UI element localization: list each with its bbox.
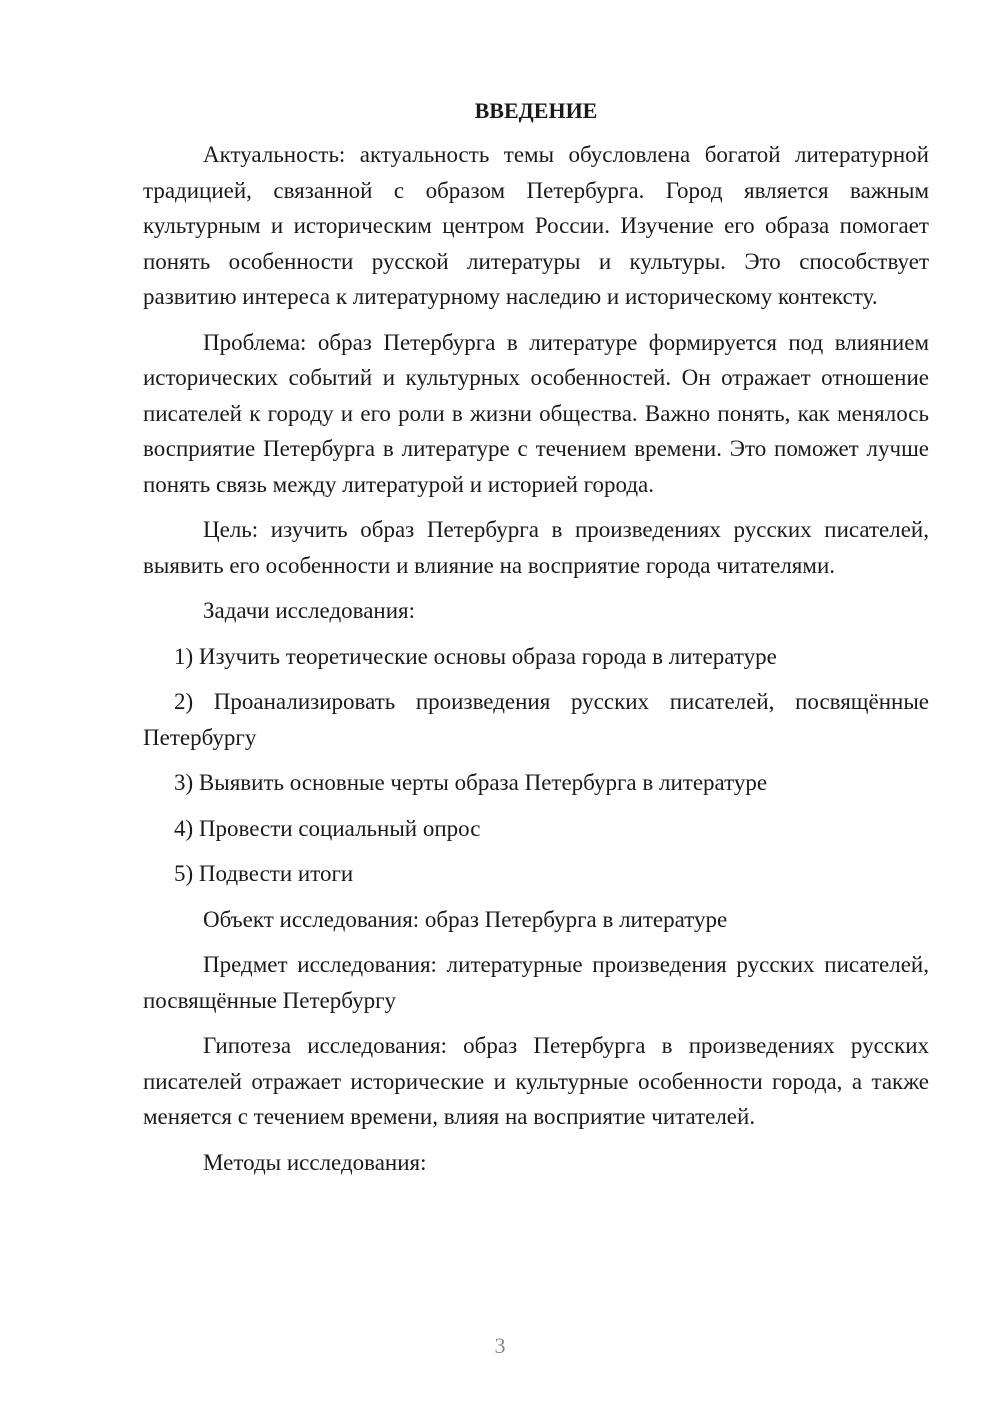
task-item-4: 4) Провести социальный опрос (174, 815, 481, 841)
task-item-5: 5) Подвести итоги (174, 861, 354, 886)
hypothesis-paragraph: Гипотеза исследования: образ Петербурга в произведениях русских писателей отражает исторические и культурные особенности города, а также меняется с течением времени, влияя на восприятие читателей. (143, 1033, 929, 1129)
task-item-2: 2) Проанализировать произведения русских писателей, посвящённые Петербургу (143, 689, 929, 750)
section-title: ВВЕДЕНИЕ (474, 98, 598, 123)
page-content (143, 95, 929, 1190)
task-item-1: 1) Изучить теоретические основы образа города в литературе (174, 643, 777, 669)
task-item-3: 3) Выявить основные черты образа Петербурга в литературе (174, 770, 768, 795)
object-paragraph: Объект исследования: образ Петербурга в литературе (203, 906, 728, 932)
tasks-heading: Задачи исследования: (203, 598, 416, 623)
tasks-list (143, 639, 929, 892)
goal-paragraph: Цель: изучить образ Петербурга в произведениях русских писателей, выявить его особенности и влияние на восприятие города читателями. (143, 517, 929, 578)
methods-heading: Методы исследования: (203, 1149, 427, 1175)
page-number: 3 (494, 1333, 506, 1358)
relevance-paragraph: Актуальность: актуальность темы обусловлена богатой литературной традицией, связанной с образом Петербурга. Город является важным культурным и историческим центром России. Изучение его образа помогает понять особенности русской литературы и культуры. Это способствует развитию интереса к литературному наследию и историческому контексту. (143, 142, 929, 309)
problem-paragraph: Проблема: образ Петербурга в литературе формируется под влиянием исторических событий и культурных особенностей. Он отражает отношение писателей к городу и его роли в жизни общества. Важно понять, как менялось восприятие Петербурга в литературе с течением времени. Это поможет лучше понять связь между литературой и историей города. (143, 329, 929, 497)
subject-paragraph: Предмет исследования: литературные произведения русских писателей, посвящённые Петербургу (143, 952, 929, 1013)
